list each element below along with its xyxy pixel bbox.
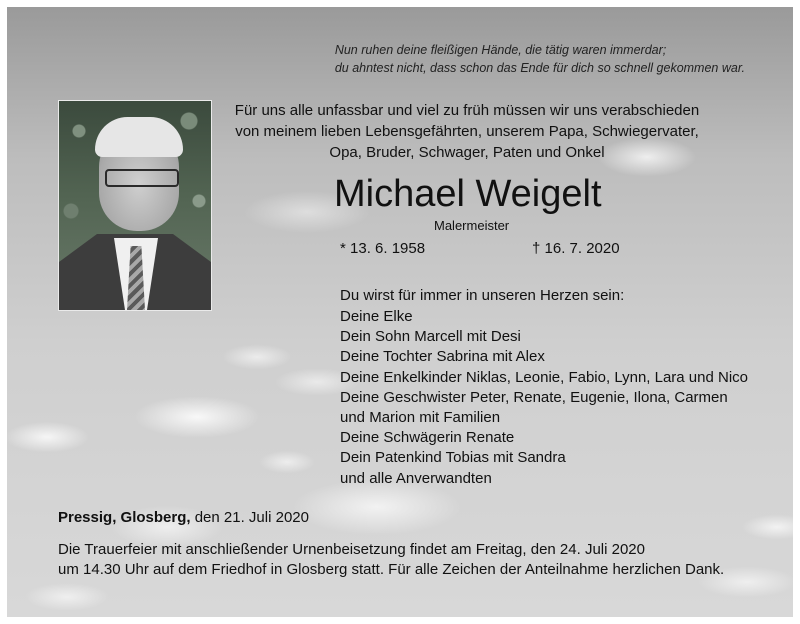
birth-date: * 13. 6. 1958 — [340, 240, 426, 257]
intro-line: von meinem lieben Lebensgefährten, unserem Papa, Schwiegervater, — [235, 123, 699, 140]
intro-text — [202, 100, 732, 163]
intro-line: Opa, Bruder, Schwager, Paten und Onkel — [329, 144, 605, 161]
portrait-photo — [58, 100, 212, 311]
list-item: Dein Sohn Marcell mit Desi — [340, 328, 521, 346]
motto-line: Nun ruhen deine fleißigen Hände, die tätig waren immerdar; — [334, 43, 667, 57]
list-item: Deine Enkelkinder Niklas, Leonie, Fabio, Lynn, Lara und Nico — [340, 368, 749, 386]
ceremony-info — [58, 540, 724, 580]
ceremony-line: um 14.30 Uhr auf dem Friedhof in Glosberg statt. Für alle Zeichen der Anteilnahme herzlichen Dank. — [58, 561, 725, 578]
place-location: Pressig, Glosberg, — [58, 509, 191, 526]
list-item: und Marion mit Familien — [340, 409, 501, 427]
deceased-name: Michael Weigelt — [334, 173, 602, 215]
ceremony-line: Die Trauerfeier mit anschließender Urnenbeisetzung findet am Freitag, den 24. Juli 2020 — [58, 541, 645, 558]
list-item: Deine Schwägerin Renate — [340, 429, 515, 447]
deceased-profession: Malermeister — [434, 218, 510, 233]
intro-line: Für uns alle unfassbar und viel zu früh müssen wir uns verabschieden — [234, 102, 700, 119]
photo-glasses — [105, 169, 179, 187]
motto-verse — [335, 41, 745, 77]
list-item: Deine Tochter Sabrina mit Alex — [340, 348, 545, 366]
list-item: Deine Geschwister Peter, Renate, Eugenie, Ilona, Carmen — [340, 388, 728, 406]
obituary-notice — [7, 7, 793, 617]
list-item: Dein Patenkind Tobias mit Sandra — [340, 449, 566, 467]
place-date: den 21. Juli 2020 — [194, 509, 309, 526]
place-date-line — [58, 508, 309, 528]
list-item: und alle Anverwandten — [340, 469, 492, 487]
death-date: † 16. 7. 2020 — [532, 240, 620, 257]
motto-line: du ahntest nicht, dass schon das Ende für dich so schnell gekommen war. — [334, 61, 745, 75]
list-item: Deine Elke — [340, 308, 413, 325]
photo-hair — [95, 117, 183, 157]
mourners-list — [340, 307, 748, 489]
heart-line: Du wirst für immer in unseren Herzen sein: — [340, 287, 625, 304]
